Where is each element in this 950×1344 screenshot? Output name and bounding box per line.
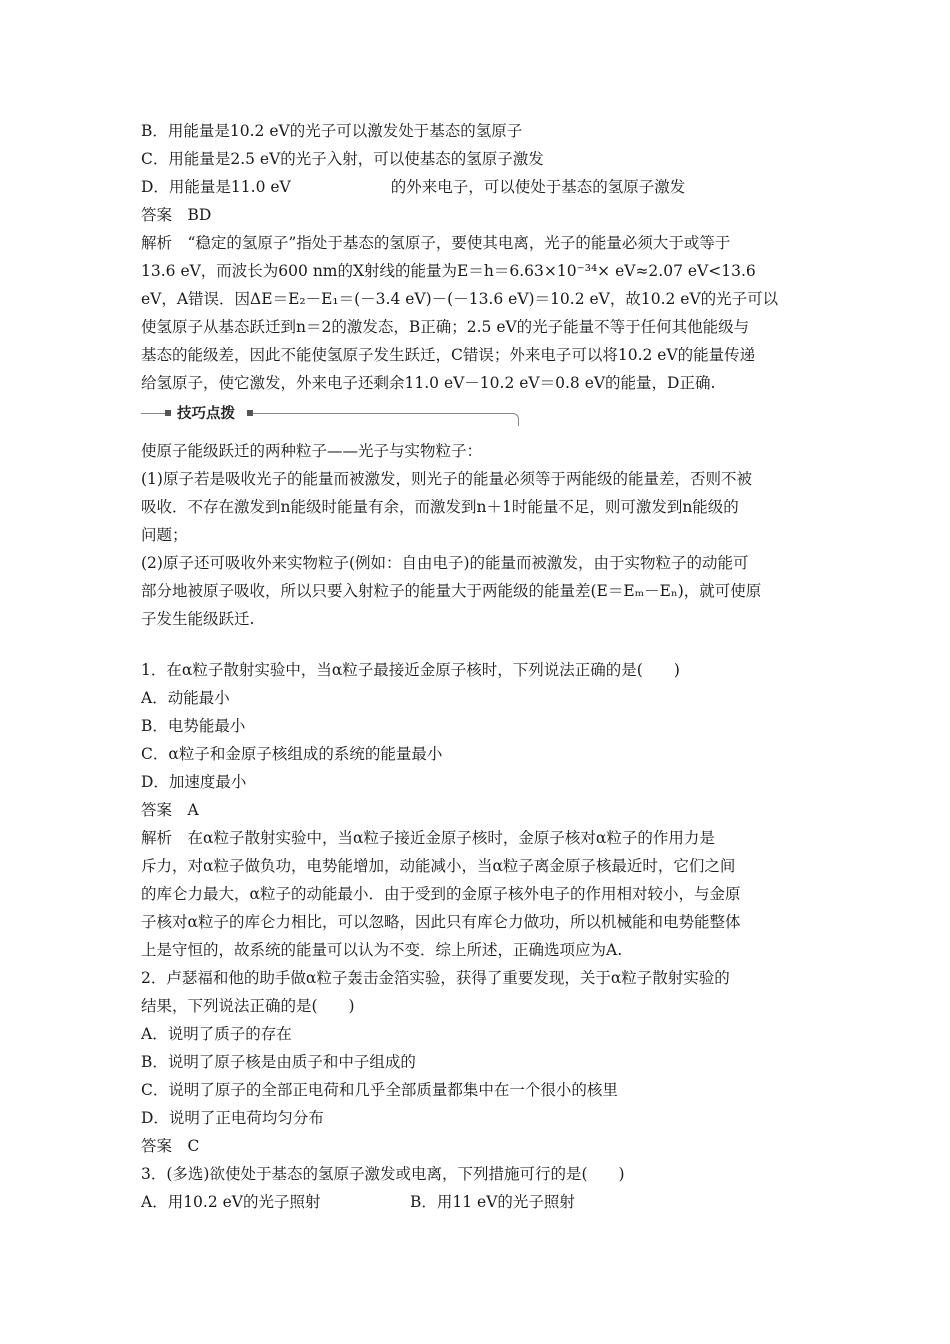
analysis-line: 给氢原子，使它激发，外来电子还剩余11.0 eV－10.2 eV＝0.8 eV的能量，D正确. bbox=[141, 374, 716, 392]
question-1-option: A．动能最小 bbox=[141, 689, 230, 707]
question-2-option: B．说明了原子核是由质子和中子组成的 bbox=[141, 1053, 416, 1071]
answer: 答案 BD bbox=[141, 206, 212, 224]
question-1-analysis: 的库仑力最大，α粒子的动能最小．由于受到的金原子核外电子的作用相对较小，与金原 bbox=[141, 885, 741, 903]
square-bullet-icon bbox=[165, 410, 171, 416]
question-2-answer: 答案 C bbox=[141, 1137, 200, 1155]
question-2-stem: 结果，下列说法正确的是( ) bbox=[141, 997, 355, 1015]
question-1-stem: 1．在α粒子散射实验中，当α粒子最接近金原子核时，下列说法正确的是( ) bbox=[141, 661, 680, 679]
analysis-line: 13.6 eV，而波长为600 nm的X射线的能量为E＝h＝6.63×10⁻³⁴× eV≈2.07 eV<13.6 bbox=[141, 262, 756, 280]
tip-line: 问题； bbox=[141, 526, 188, 544]
tip-line: 使原子能级跃迁的两种粒子——光子与实物粒子： bbox=[141, 442, 483, 460]
question-2-option: D．说明了正电荷均匀分布 bbox=[141, 1109, 324, 1127]
question-2-stem: 2．卢瑟福和他的助手做α粒子轰击金箔实验，获得了重要发现，关于α粒子散射实验的 bbox=[141, 969, 730, 987]
analysis-line: 解析 “稳定的氢原子”指处于基态的氢原子，要使其电离，光子的能量必须大于或等于 bbox=[141, 234, 731, 252]
question-2-option: A．说明了质子的存在 bbox=[141, 1025, 292, 1043]
tip-line: 子发生能级跃迁. bbox=[141, 610, 255, 628]
question-1-option: B．电势能最小 bbox=[141, 717, 246, 735]
question-1-analysis: 解析 在α粒子散射实验中，当α粒子接近金原子核时，金原子核对α粒子的作用力是 bbox=[141, 829, 715, 847]
option-d bbox=[141, 177, 821, 197]
analysis-line: 使氢原子从基态跃迁到n＝2的激发态，B正确；2.5 eV的光子能量不等于任何其他能级与 bbox=[141, 318, 750, 336]
question-1-option: D．加速度最小 bbox=[141, 773, 247, 791]
tip-line: 部分地被原子吸收，所以只要入射粒子的能量大于两能级的能量差(E＝Eₘ－Eₙ)，就可使原 bbox=[141, 582, 762, 600]
question-2-option: C．说明了原子的全部正电荷和几乎全部质量都集中在一个很小的核里 bbox=[141, 1081, 618, 1099]
tip-line: (1)原子若是吸收光子的能量而被激发，则光子的能量必须等于两能级的能量差，否则不被 bbox=[141, 470, 752, 488]
option-d-left: D．用能量是11.0 eV bbox=[141, 178, 291, 196]
option-b: B．用能量是10.2 eV的光子可以激发处于基态的氢原子 bbox=[141, 122, 523, 140]
option-c: C．用能量是2.5 eV的光子入射，可以使基态的氢原子激发 bbox=[141, 150, 544, 168]
tip-header bbox=[141, 404, 519, 424]
tip-line: (2)原子还可吸收外来实物粒子(例如：自由电子)的能量而被激发，由于实物粒子的动能可 bbox=[141, 554, 749, 572]
question-1-analysis: 上是守恒的，故系统的能量可以认为不变．综上所述，正确选项应为A. bbox=[141, 941, 623, 959]
divider bbox=[253, 413, 513, 414]
tip-label: 技巧点拨 bbox=[177, 406, 235, 422]
question-1-analysis: 斥力，对α粒子做负功，电势能增加，动能减小，当α粒子离金原子核最近时，它们之间 bbox=[141, 857, 736, 875]
tip-line: 吸收．不存在激发到n能级时能量有余，而激发到n＋1时能量不足，则可激发到n能级的 bbox=[141, 498, 739, 516]
analysis-line: eV，A错误．因ΔE＝E₂－E₁＝(－3.4 eV)－(－13.6 eV)＝10.2 eV，故10.2 eV的光子可以 bbox=[141, 290, 779, 308]
question-1-analysis: 子核对α粒子的库仑力相比，可以忽略，因此只有库仑力做功，所以机械能和电势能整体 bbox=[141, 913, 741, 931]
question-3-option-b: B．用11 eV的光子照射 bbox=[410, 1193, 575, 1211]
analysis-line: 基态的能级差，因此不能使氢原子发生跃迁，C错误；外来电子可以将10.2 eV的能量传递 bbox=[141, 346, 756, 364]
divider bbox=[141, 413, 165, 414]
option-d-right: 的外来电子，可以使处于基态的氢原子激发 bbox=[390, 178, 686, 196]
question-1-option: C．α粒子和金原子核组成的系统的能量最小 bbox=[141, 745, 443, 763]
question-3-option-a: A．用10.2 eV的光子照射 bbox=[141, 1193, 321, 1211]
question-3-stem: 3．(多选)欲使处于基态的氢原子激发或电离，下列措施可行的是( ) bbox=[141, 1165, 625, 1183]
divider-corner bbox=[512, 413, 519, 426]
question-1-answer: 答案 A bbox=[141, 801, 199, 819]
